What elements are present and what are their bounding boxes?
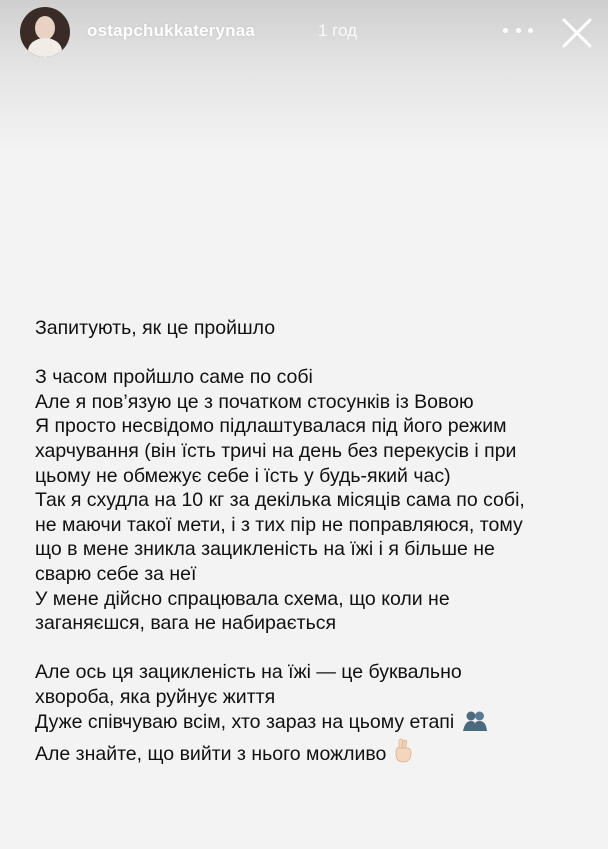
hugging-people-icon: [462, 710, 488, 739]
crossed-fingers-icon: [394, 738, 412, 771]
avatar-face: [35, 16, 55, 40]
more-dots-icon[interactable]: [503, 28, 533, 38]
story-line-with-emoji: [35, 738, 595, 771]
story-line: У мене дійсно спрацювала схема, що коли не: [35, 587, 450, 610]
story-line-with-emoji: [35, 710, 595, 739]
story-text: [35, 316, 595, 771]
story-header: [0, 0, 608, 66]
close-icon[interactable]: [560, 16, 594, 50]
story-line: харчування (він їсть тричі на день без перекусів і при: [35, 439, 517, 462]
story-line: Так я схудла на 10 кг за декілька місяців сама по собі,: [35, 489, 525, 512]
story-line: Але знайте, що вийти з нього можливо: [35, 743, 387, 766]
story-line: Дуже співчуваю всім, хто зараз на цьому етапі: [35, 710, 455, 733]
story-line: Але ось ця зацикленість на їжі — це буквально: [35, 661, 462, 684]
story-line: Я просто несвідомо підлаштувалася під його режим: [35, 415, 507, 438]
story-line: сварю себе за неї: [35, 562, 197, 585]
story-line: не маючи такої мети, і з тих пір не поправляюся, тому: [35, 513, 523, 536]
story-line: Запитують, як це пройшло: [35, 317, 276, 339]
story-line: хвороба, яка руйнує життя: [35, 685, 276, 708]
story-line: що в мене зникла зацикленість на їжі і я більше не: [35, 538, 495, 561]
story-line: заганяєшся, вага не набирається: [35, 612, 337, 635]
timestamp: 1 год: [318, 21, 358, 40]
username[interactable]: ostapchukkaterynaa: [87, 21, 256, 40]
story-line: цьому не обмежує себе і їсть у будь-який час): [35, 464, 451, 487]
avatar[interactable]: [20, 7, 70, 57]
story-line: З часом пройшло саме по собі: [35, 366, 313, 389]
story-line: Але я пов’язую це з початком стосунків із Вовою: [35, 390, 474, 413]
avatar-body: [28, 38, 62, 57]
